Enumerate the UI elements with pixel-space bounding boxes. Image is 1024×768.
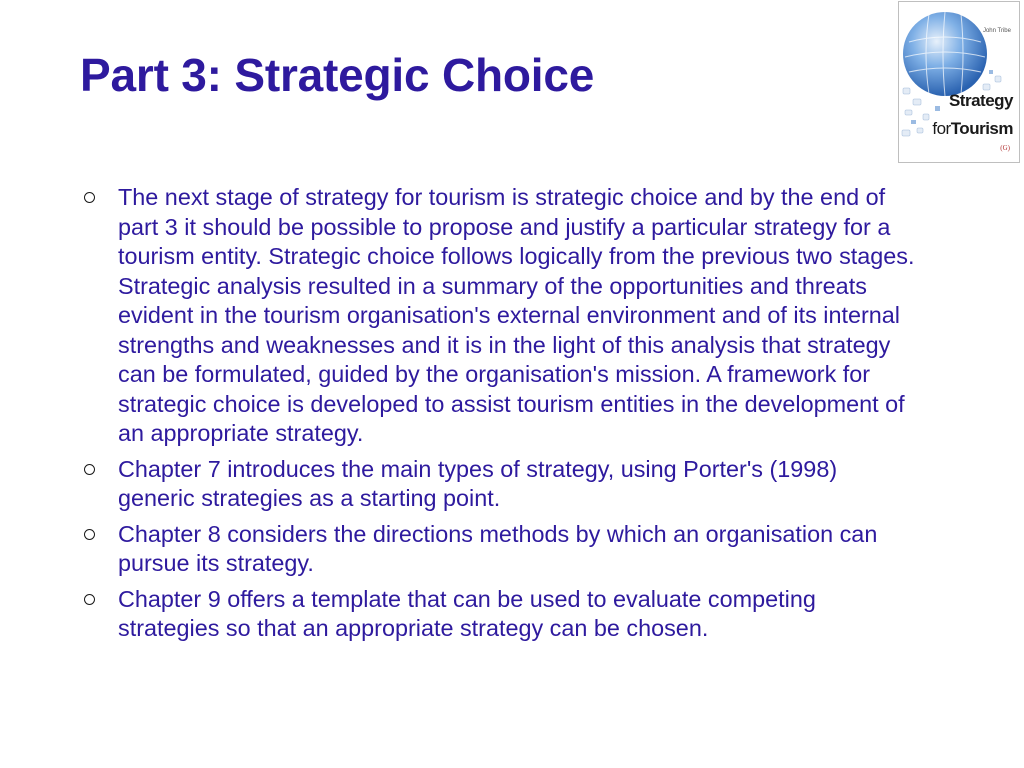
- book-title-for: for: [932, 119, 951, 138]
- hollow-circle-bullet-icon: [84, 594, 95, 605]
- hollow-circle-bullet-icon: [84, 529, 95, 540]
- list-item: [80, 520, 920, 579]
- hollow-circle-bullet-icon: [84, 192, 95, 203]
- publisher-logo: (G): [1000, 144, 1010, 152]
- bullet-text: Chapter 7 introduces the main types of strategy, using Porter's (1998) generic strategies as a starting point.: [118, 455, 838, 511]
- book-title-tourism: Tourism: [950, 119, 1013, 138]
- book-title-line-1: Strategy: [948, 91, 1013, 110]
- book-cover-image: [898, 1, 1020, 163]
- book-author: John Tribe: [982, 28, 1011, 34]
- list-item: [80, 455, 920, 514]
- bullet-text: Chapter 8 considers the directions methods by which an organisation can pursue its strategy.: [118, 520, 878, 576]
- puzzle-globe-graphic: [899, 2, 1020, 163]
- bullet-text: Chapter 9 offers a template that can be used to evaluate competing strategies so that an appropriate strategy can be chosen.: [118, 585, 816, 641]
- list-item: [80, 585, 920, 644]
- book-title-line-2: [932, 120, 1013, 137]
- slide-title: Part 3: Strategic Choice: [80, 49, 595, 101]
- bullet-text: The next stage of strategy for tourism is strategic choice and by the end of part 3 it should be possible to propose and justify a particular strategy for a tourism entity. Strategic choice follows logically from the previous two stages. Strategic analysis resulted in a summary of the opportunities and threats evident in the tourism organisation's external environment and of its internal strengths and weaknesses and it is in the light of this analysis that strategy can be formulated, guided by the organisation's mission. A framework for strategic choice is developed to assist tourism entities in the development of an appropriate strategy.: [118, 184, 915, 446]
- list-item: [80, 183, 920, 449]
- bullet-list: [80, 183, 920, 650]
- hollow-circle-bullet-icon: [84, 464, 95, 475]
